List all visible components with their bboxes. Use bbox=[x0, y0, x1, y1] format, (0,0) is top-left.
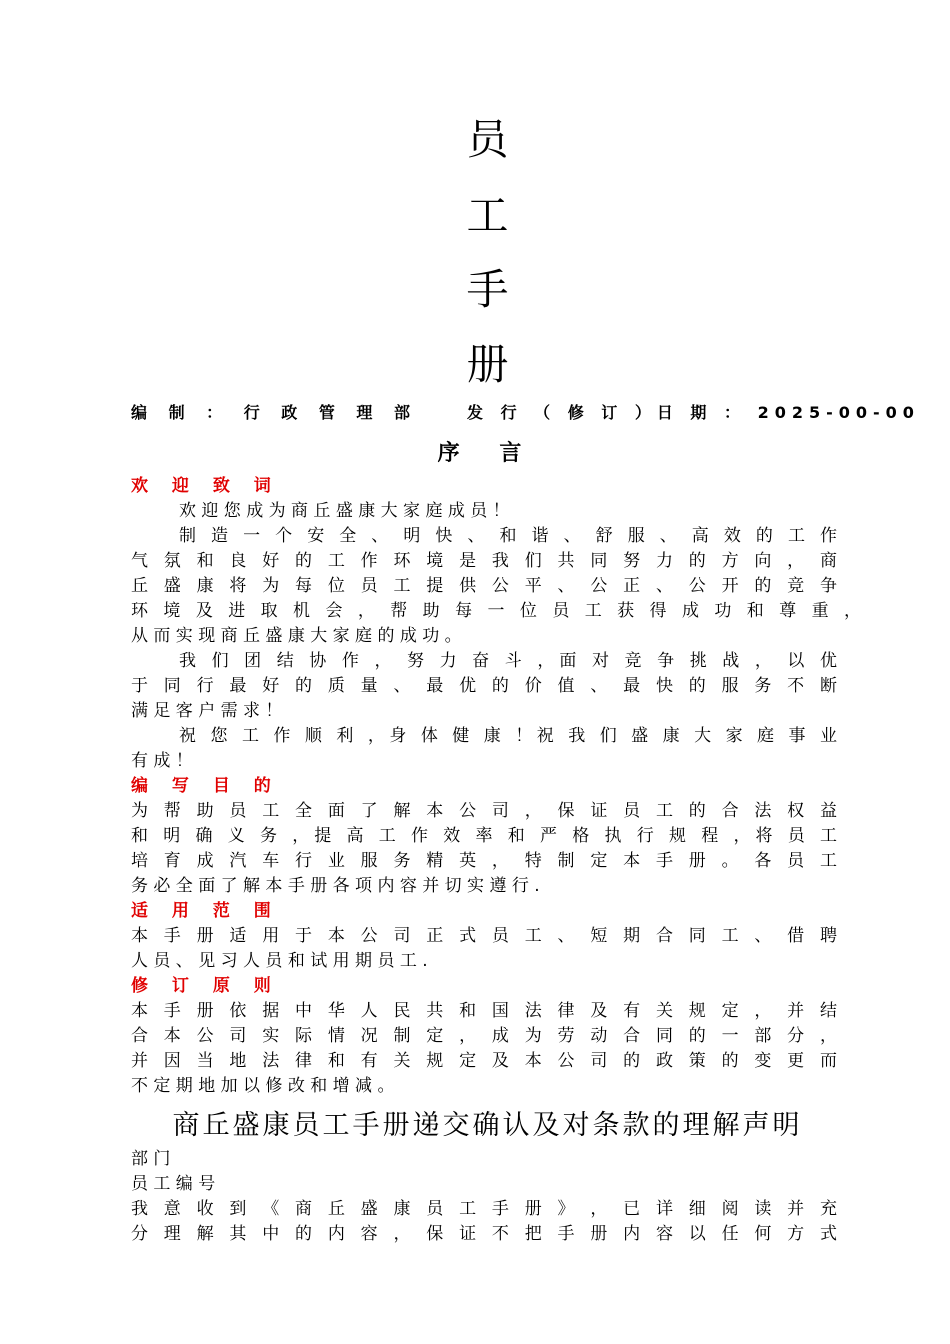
cover-title-char-4: 册 bbox=[466, 340, 509, 389]
cover-title-char-3: 手 bbox=[466, 265, 509, 314]
scope-line: 人 员 、 见 习 人 员 和 试 用 期 员 工 . bbox=[131, 951, 428, 971]
welcome-line: 满 足 客 户 需 求 ！ bbox=[131, 701, 283, 721]
purpose-line: 为 帮 助 员 工 全 面 了 解 本 公 司 ， 保 证 员 工 的 合 法 权 益 bbox=[131, 801, 837, 821]
revision-heading: 修 订 原 则 bbox=[131, 976, 280, 996]
cover-title-char-2: 工 bbox=[466, 191, 509, 240]
welcome-line: 气 氛 和 良 好 的 工 作 环 境 是 我 们 共 同 努 力 的 方 向 ， 商 bbox=[131, 551, 837, 571]
statement-title: 商丘盛康员工手册递交确认及对条款的理解声明 bbox=[172, 1110, 803, 1141]
welcome-line: 丘 盛 康 将 为 每 位 员 工 提 供 公 平 、 公 正 、 公 开 的 竞 争 bbox=[131, 576, 837, 596]
department-label: 部 门 bbox=[131, 1149, 171, 1169]
statement-line: 分 理 解 其 中 的 内 容 ， 保 证 不 把 手 册 内 容 以 任 何 方 式 bbox=[131, 1224, 837, 1244]
welcome-line: 环 境 及 进 取 机 会 ， 帮 助 每 一 位 员 工 获 得 成 功 和 尊 重 ， bbox=[131, 601, 861, 621]
welcome-line: 于 同 行 最 好 的 质 量 、 最 优 的 价 值 、 最 快 的 服 务 不 断 bbox=[131, 676, 837, 696]
statement-line: 我 意 收 到 《 商 丘 盛 康 员 工 手 册 》 ， 已 详 细 阅 读 并 充 bbox=[131, 1199, 837, 1219]
purpose-heading: 编 写 目 的 bbox=[131, 776, 280, 796]
revision-line: 合 本 公 司 实 际 情 况 制 定 ， 成 为 劳 动 合 同 的 一 部 分 ， bbox=[131, 1026, 837, 1046]
purpose-line: 培 育 成 汽 车 行 业 服 务 精 英 ， 特 制 定 本 手 册 。 各 员 工 bbox=[131, 851, 837, 871]
issue-date: 发 行 （ 修 订 ）日 期 ： 2025-00-00 bbox=[467, 403, 920, 422]
revision-line: 不 定 期 地 加 以 修 改 和 增 减 。 bbox=[131, 1076, 395, 1096]
cover-title-char-1: 员 bbox=[466, 115, 509, 164]
scope-heading: 适 用 范 围 bbox=[131, 901, 280, 921]
editor-info: 编 制 ： 行 政 管 理 部 bbox=[131, 403, 418, 422]
revision-line: 并 因 当 地 法 律 和 有 关 规 定 及 本 公 司 的 政 策 的 变 更 而 bbox=[131, 1051, 837, 1071]
welcome-line: 从 而 实 现 商 丘 盛 康 大 家 庭 的 成 功 。 bbox=[131, 626, 462, 646]
welcome-heading: 欢 迎 致 词 bbox=[131, 476, 280, 496]
purpose-line: 务 必 全 面 了 解 本 手 册 各 项 内 容 并 切 实 遵 行 . bbox=[131, 876, 540, 896]
welcome-line: 祝 您 工 作 顺 利 ，身 体 健 康 ！祝 我 们 盛 康 大 家 庭 事 业 bbox=[179, 726, 837, 746]
revision-line: 本 手 册 依 据 中 华 人 民 共 和 国 法 律 及 有 关 规 定 ， 并 结 bbox=[131, 1001, 837, 1021]
employee-id-label: 员 工 编 号 bbox=[131, 1174, 216, 1194]
scope-line: 本 手 册 适 用 于 本 公 司 正 式 员 工 、 短 期 合 同 工 、 借 聘 bbox=[131, 926, 837, 946]
welcome-line: 欢 迎 您 成 为 商 丘 盛 康 大 家 庭 成 员 ！ bbox=[179, 501, 510, 521]
welcome-line: 制 造 一 个 安 全 、 明 快 、 和 谐 、 舒 服 、 高 效 的 工 作 bbox=[179, 526, 837, 546]
preface-title: 序 言 bbox=[437, 441, 538, 466]
purpose-line: 和 明 确 义 务 ，提 高 工 作 效 率 和 严 格 执 行 规 程 ，将 员 工 bbox=[131, 826, 837, 846]
welcome-line: 有 成 ！ bbox=[131, 751, 193, 771]
welcome-line: 我 们 团 结 协 作 ， 努 力 奋 斗 ，面 对 竞 争 挑 战 ， 以 优 bbox=[179, 651, 837, 671]
